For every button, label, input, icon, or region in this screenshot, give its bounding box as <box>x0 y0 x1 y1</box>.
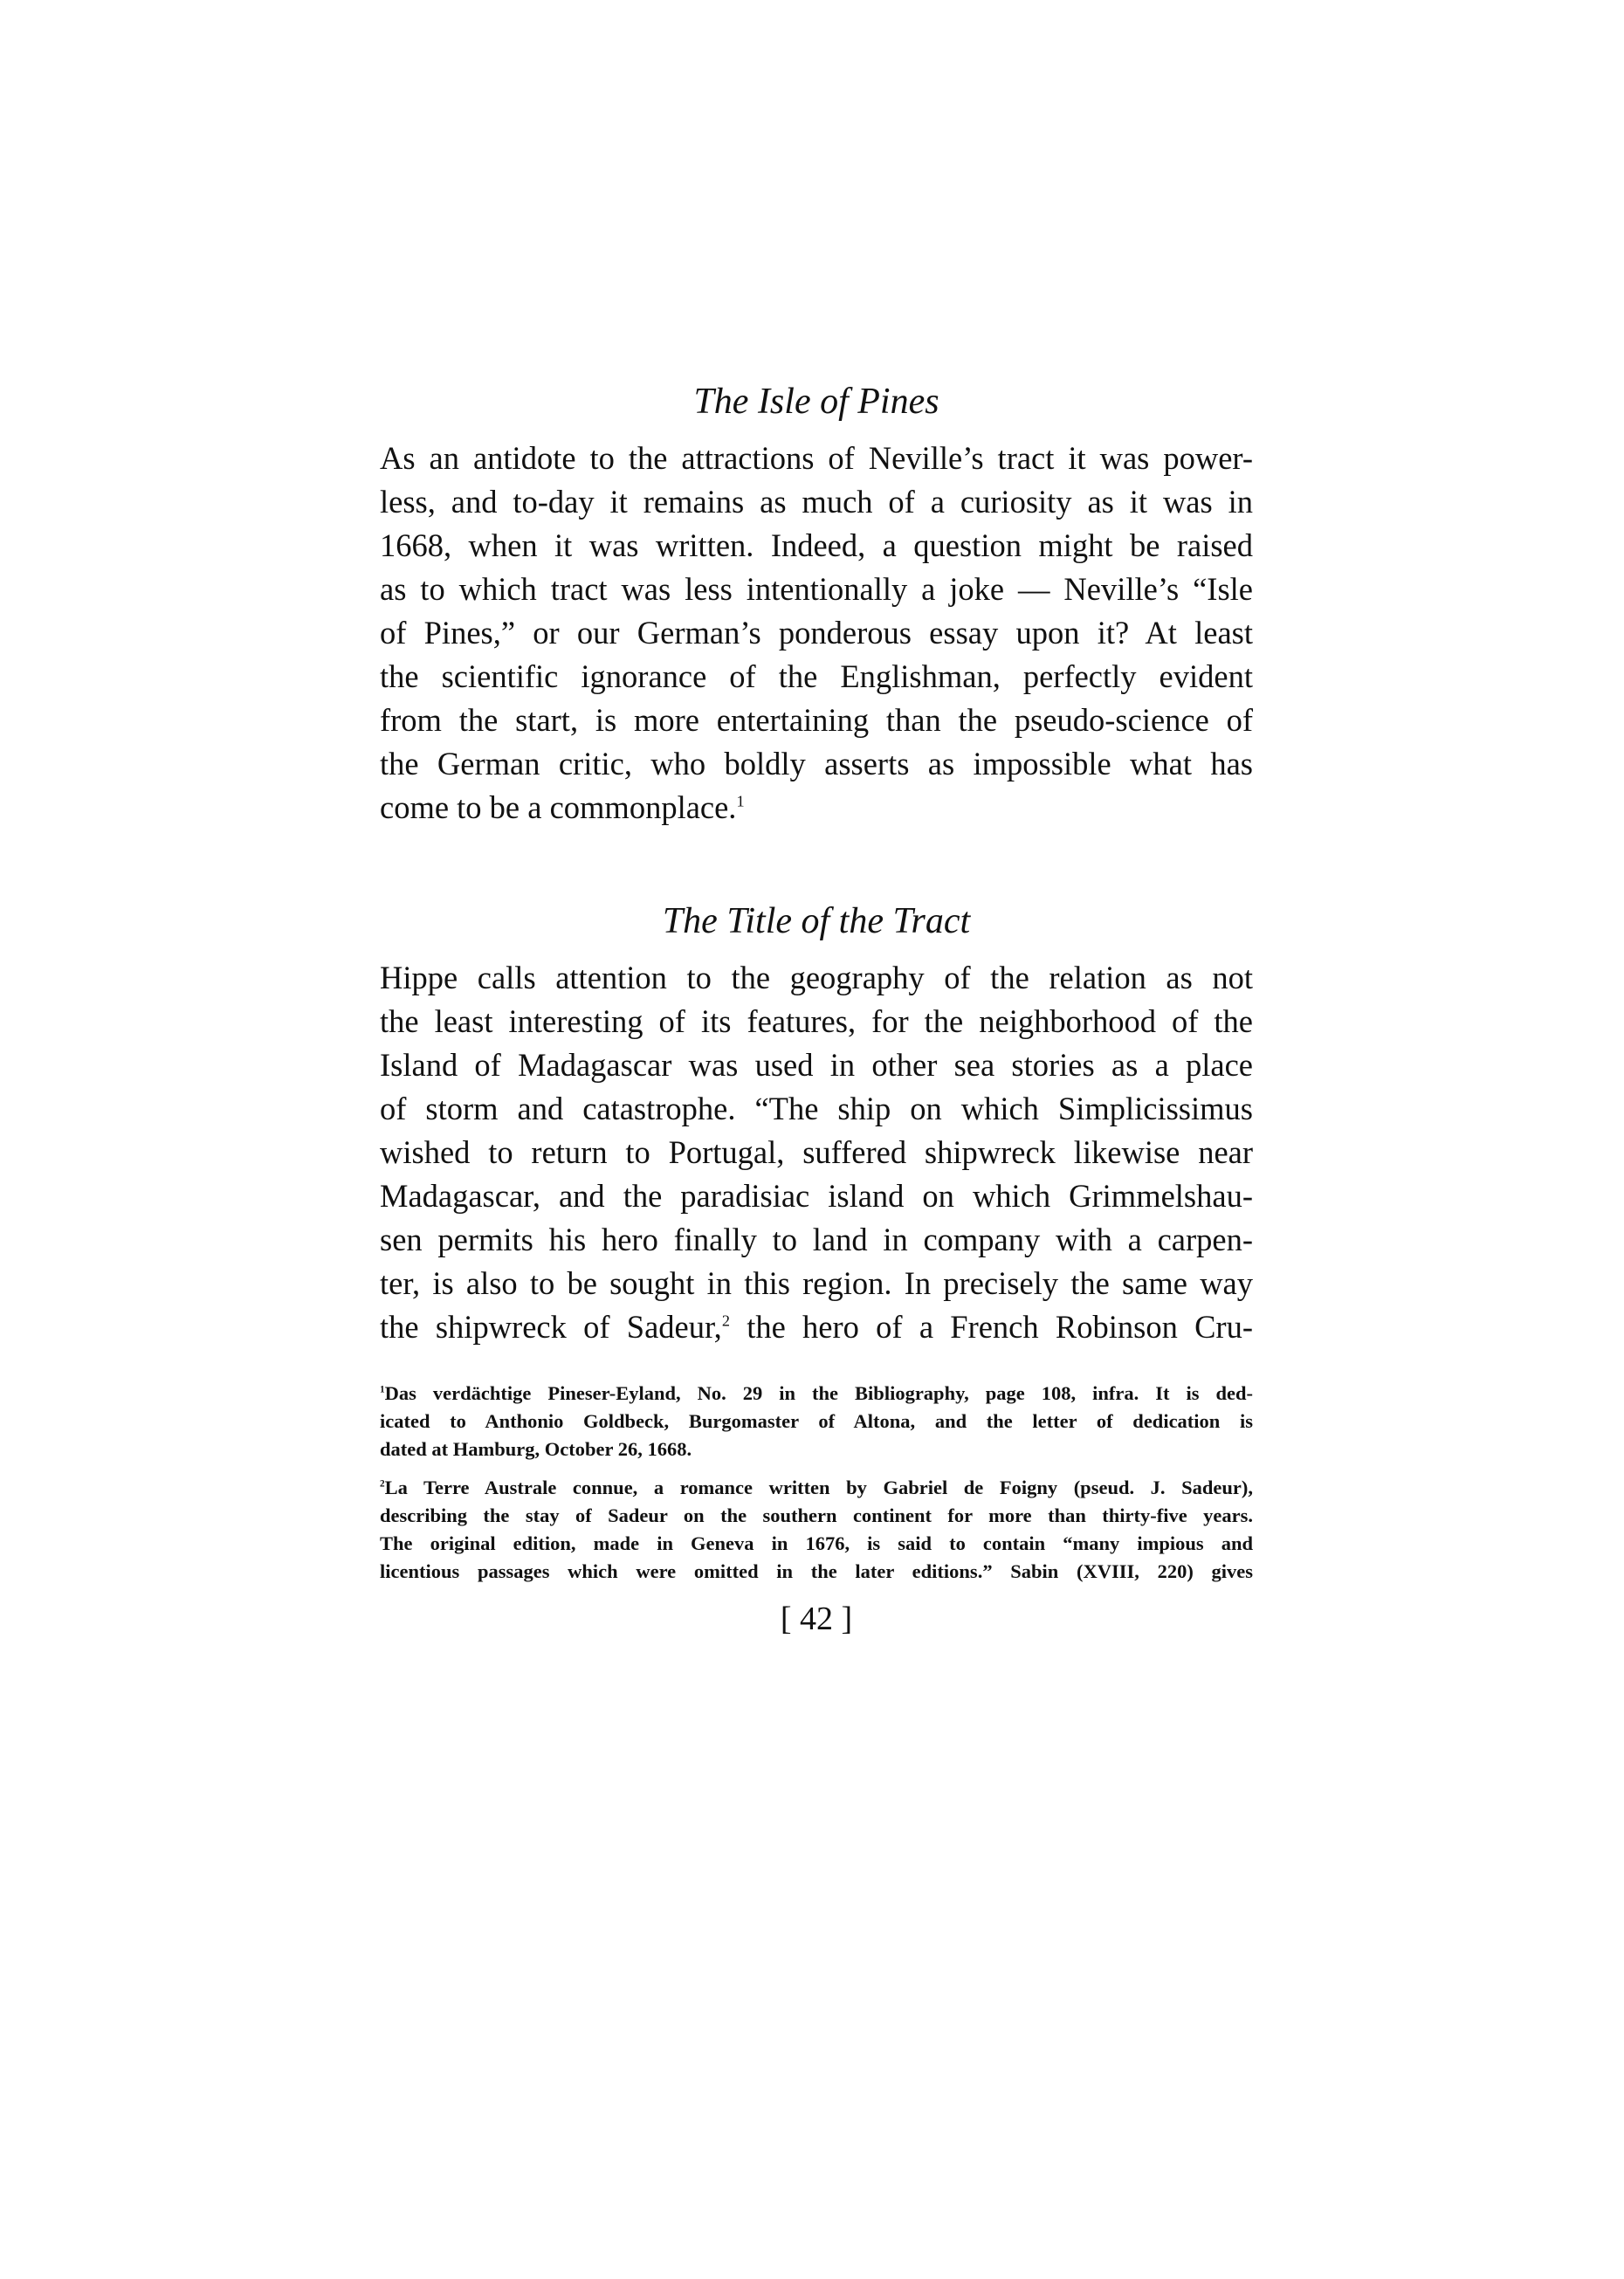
page-number: [ 42 ] <box>780 1601 853 1637</box>
section2-line-1: Hippe calls attention to the geography of the relation as not <box>380 960 1253 995</box>
section1-line-9-text: come to be a commonplace. <box>380 789 737 825</box>
section-heading-title-of-tract: The Title of the Tract <box>662 901 971 941</box>
section2-line-3: Island of Madagascar was used in other sea stories as a place <box>380 1047 1253 1083</box>
footnote-2-line-3: The original edition, made in Geneva in 1676, is said to contain “many impious and <box>380 1532 1253 1554</box>
section2-line-9 <box>380 1305 1253 1349</box>
section2-line-5: wished to return to Portugal, suffered shipwreck likewise near <box>380 1134 1253 1170</box>
footnote-ref-2: 2 <box>721 1312 730 1330</box>
section1-line-6: the scientific ignorance of the Englishman, perfectly evident <box>380 658 1253 694</box>
section2-line-7: sen permits his hero finally to land in company with a carpen- <box>380 1222 1253 1257</box>
footnote-ref-1: 1 <box>736 792 745 810</box>
footnote-1-line-1-text: Das verdächtige Pineser-Eyland, No. 29 in the Bibliography, page 108, infra. It is ded- <box>384 1382 1253 1404</box>
footnote-2-line-2: describing the stay of Sadeur on the southern continent for more than thirty-five years. <box>380 1504 1253 1526</box>
section2-line-8: ter, is also to be sought in this region. In precisely the same way <box>380 1265 1253 1301</box>
footnote-1-line-3: dated at Hamburg, October 26, 1668. <box>380 1438 692 1460</box>
footnote-1-line-2: icated to Anthonio Goldbeck, Burgomaster of Altona, and the letter of dedication is <box>380 1410 1253 1432</box>
section1-line-2: less, and to-day it remains as much of a curiosity as it was in <box>380 484 1253 520</box>
section1-line-4: as to which tract was less intentionally a joke — Neville’s “Isle <box>380 571 1253 607</box>
footnote-2-marker: 2 <box>380 1478 385 1490</box>
footnote-1-marker: 1 <box>380 1384 385 1395</box>
section2-line-2: the least interesting of its features, for the neighborhood of the <box>380 1003 1253 1039</box>
section1-line-5: of Pines,” or our German’s ponderous essay upon it? At least <box>380 615 1253 651</box>
section1-line-3: 1668, when it was written. Indeed, a question might be raised <box>380 527 1253 563</box>
footnote-2-line-1 <box>380 1474 1253 1502</box>
section-heading-isle-of-pines: The Isle of Pines <box>693 382 939 422</box>
section2-line-9-post: the hero of a French Robinson Cru- <box>729 1309 1253 1345</box>
footnote-1-line-1 <box>380 1380 1253 1408</box>
section1-line-8: the German critic, who boldly asserts as impossible what has <box>380 746 1253 781</box>
section2-line-9-pre: the shipwreck of Sadeur, <box>380 1309 722 1345</box>
footnote-2-line-1-text: La Terre Australe connue, a romance written by Gabriel de Foigny (pseud. J. Sadeur), <box>384 1477 1253 1498</box>
section1-line-7: from the start, is more entertaining than the pseudo-science of <box>380 702 1253 738</box>
section2-line-4: of storm and catastrophe. “The ship on which Simplicissimus <box>380 1091 1253 1126</box>
section1-line-1: As an antidote to the attractions of Neville’s tract it was power- <box>380 440 1253 476</box>
footnote-2-line-4: licentious passages which were omitted in the later editions.” Sabin (XVIII, 220) gives <box>380 1560 1253 1582</box>
section1-line-9 <box>380 786 1253 830</box>
section2-line-6: Madagascar, and the paradisiac island on which Grimmelshau- <box>380 1178 1253 1214</box>
